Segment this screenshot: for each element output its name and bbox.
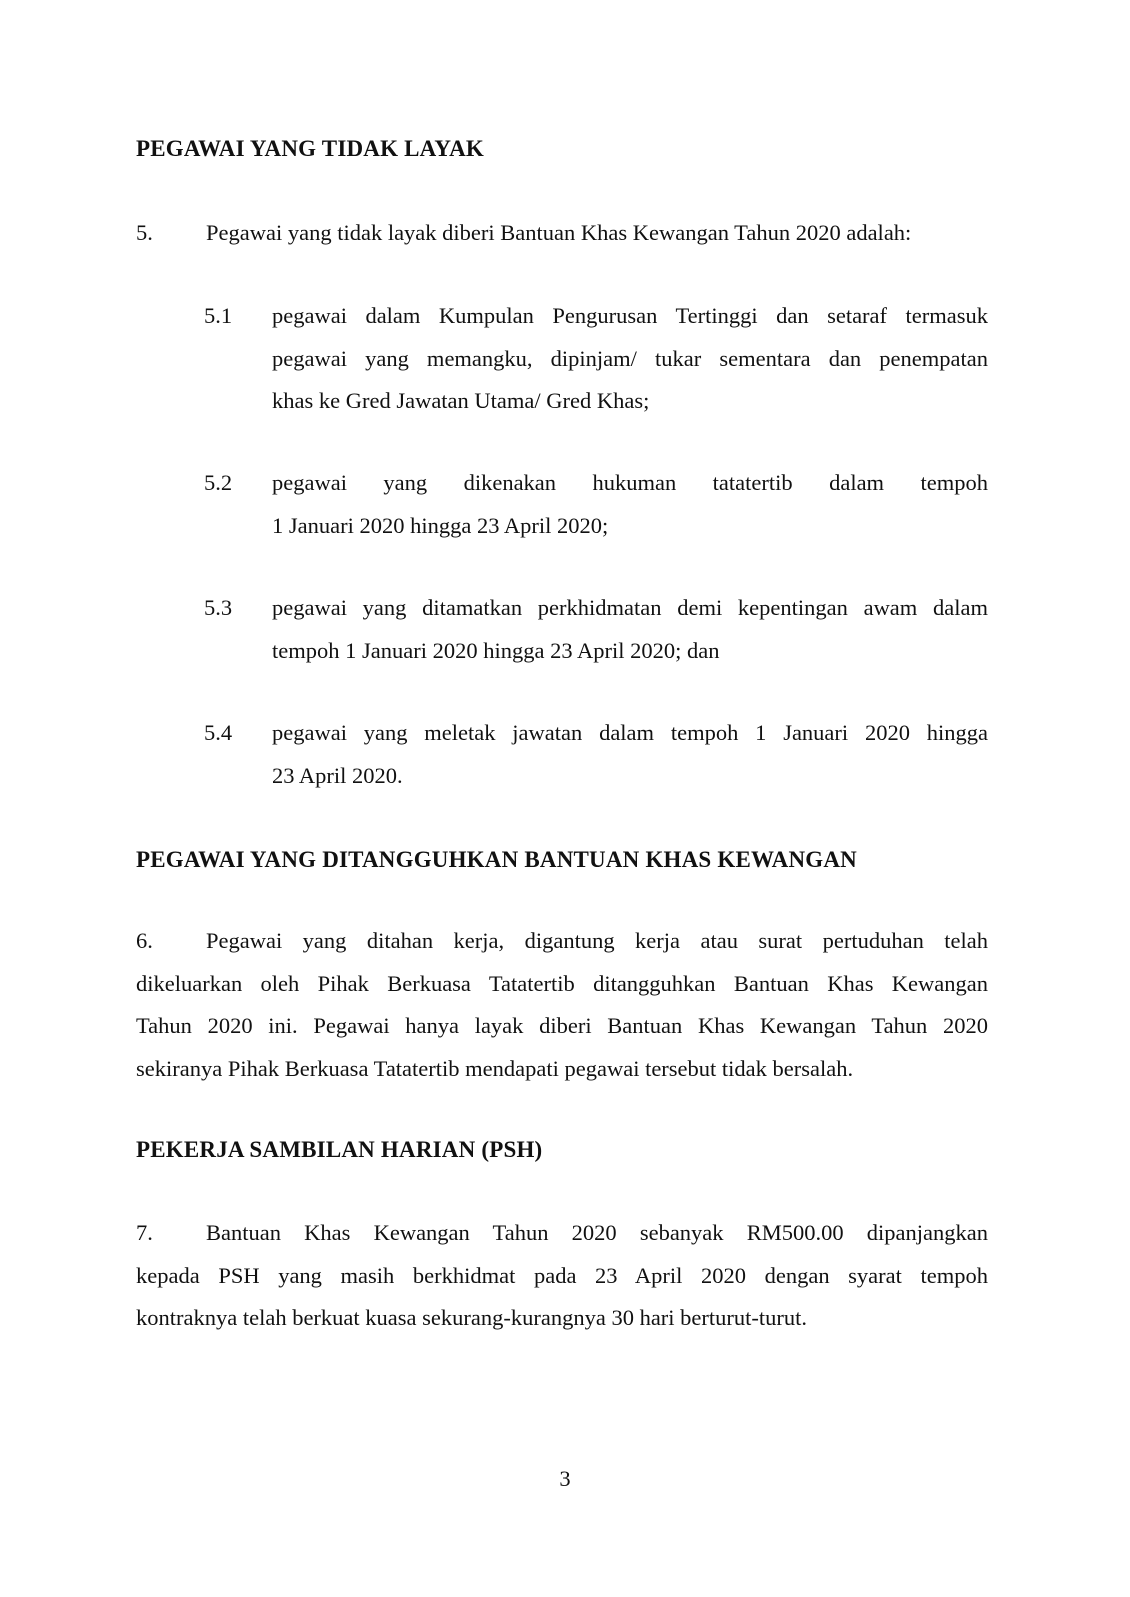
paragraph-number: 5.: [136, 220, 153, 245]
list-item-5-2: [204, 462, 988, 547]
list-item-line: pegawai yang meletak jawatan dalam tempoh 1 Januari 2020 hingga: [272, 720, 988, 745]
list-item-number: 5.4: [204, 720, 233, 745]
list-item-line: pegawai yang dikenakan hukuman tatatertib dalam tempoh: [272, 470, 988, 495]
list-item-5-3: [204, 587, 988, 672]
paragraph-line: Tahun 2020 ini. Pegawai hanya layak diberi Bantuan Khas Kewangan Tahun 2020: [136, 1013, 988, 1038]
paragraph-line-text: Bantuan Khas Kewangan Tahun 2020 sebanyak RM500.00 dipanjangkan: [206, 1220, 988, 1245]
paragraph-line: sekiranya Pihak Berkuasa Tatatertib mendapati pegawai tersebut tidak bersalah.: [136, 1055, 854, 1081]
paragraph-line: kontraknya telah berkuat kuasa sekurang-kurangnya 30 hari berturut-turut.: [136, 1305, 808, 1330]
section-heading-psh: PEKERJA SAMBILAN HARIAN (PSH): [136, 1137, 543, 1162]
list-item-5-1: [204, 295, 988, 423]
paragraph-5: [136, 212, 988, 255]
paragraph-line: kepada PSH yang masih berkhidmat pada 23 April 2020 dengan syarat tempoh: [136, 1262, 988, 1288]
paragraph-7: [136, 1212, 988, 1340]
paragraph-number: 7.: [136, 1220, 153, 1245]
paragraph-line: [136, 1212, 988, 1255]
section-heading-ditangguhkan: PEGAWAI YANG DITANGGUHKAN BANTUAN KHAS KEWANGAN: [136, 847, 857, 872]
list-item-number: 5.2: [204, 470, 233, 495]
list-item-line: 1 Januari 2020 hingga 23 April 2020;: [272, 512, 609, 538]
paragraph-line: dikeluarkan oleh Pihak Berkuasa Tatatertib ditangguhkan Bantuan Khas Kewangan: [136, 970, 988, 996]
paragraph-text: Pegawai yang tidak layak diberi Bantuan Khas Kewangan Tahun 2020 adalah:: [206, 220, 912, 245]
list-item-line: tempoh 1 Januari 2020 hingga 23 April 2020; dan: [272, 637, 720, 663]
list-item-line: pegawai yang memangku, dipinjam/ tukar sementara dan penempatan: [272, 345, 988, 371]
paragraph-number: 6.: [136, 928, 153, 953]
paragraph-line: [136, 920, 988, 963]
list-item-number: 5.1: [204, 303, 233, 328]
list-item-5-4: [204, 712, 988, 797]
list-item-line: 23 April 2020.: [272, 762, 403, 788]
list-item-line: pegawai yang ditamatkan perkhidmatan demi kepentingan awam dalam: [272, 595, 988, 620]
list-item-number: 5.3: [204, 595, 233, 620]
page-number: 3: [559, 1466, 571, 1491]
paragraph-line-text: Pegawai yang ditahan kerja, digantung kerja atau surat pertuduhan telah: [206, 928, 988, 953]
list-item-line: khas ke Gred Jawatan Utama/ Gred Khas;: [272, 388, 650, 413]
list-item-line: pegawai dalam Kumpulan Pengurusan Tertinggi dan setaraf termasuk: [272, 303, 988, 328]
section-heading-tidak-layak: PEGAWAI YANG TIDAK LAYAK: [136, 136, 484, 161]
paragraph-6: [136, 920, 988, 1090]
